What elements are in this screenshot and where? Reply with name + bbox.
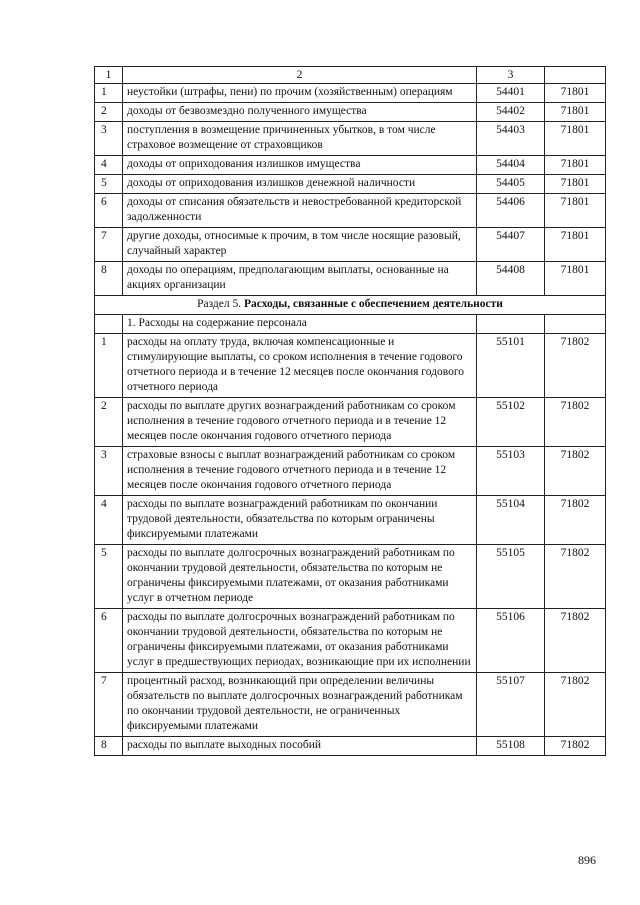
row-code: 55102: [477, 398, 545, 447]
row-code: 55105: [477, 545, 545, 609]
row-number: 1: [95, 334, 123, 398]
header-row: [95, 67, 606, 84]
row-number: 5: [95, 545, 123, 609]
row-text: доходы от оприходования излишков имущества: [123, 156, 477, 175]
row-number: 8: [95, 737, 123, 756]
table-row: [95, 496, 606, 545]
header-col-3: 3: [477, 67, 545, 84]
row-code: 54406: [477, 194, 545, 228]
empty-cell: [545, 315, 606, 334]
row-text: поступления в возмещение причиненных убытков, в том числе страховое возмещение от страховщиков: [123, 122, 477, 156]
row-code: 55108: [477, 737, 545, 756]
row-account: 71802: [545, 334, 606, 398]
row-text: другие доходы, относимые к прочим, в том числе носящие разовый, случайный характер: [123, 228, 477, 262]
row-number: 2: [95, 103, 123, 122]
row-number: 1: [95, 84, 123, 103]
row-account: 71802: [545, 673, 606, 737]
table-row: [95, 84, 606, 103]
row-number: 7: [95, 673, 123, 737]
row-number: 3: [95, 447, 123, 496]
row-account: 71801: [545, 84, 606, 103]
section-title: Расходы, связанные с обеспечением деятельности: [243, 298, 503, 310]
row-account: 71802: [545, 545, 606, 609]
row-text: расходы по выплате выходных пособий: [123, 737, 477, 756]
table-row: [95, 262, 606, 296]
empty-cell: [477, 315, 545, 334]
row-code: 54402: [477, 103, 545, 122]
table-row: [95, 156, 606, 175]
table-row: [95, 103, 606, 122]
row-text: доходы от списания обязательств и невостребованной кредиторской задолженности: [123, 194, 477, 228]
row-number: 3: [95, 122, 123, 156]
row-account: 71801: [545, 156, 606, 175]
row-number: 4: [95, 496, 123, 545]
row-number: 6: [95, 609, 123, 673]
row-text: расходы по выплате вознаграждений работникам по окончании трудовой деятельности, обязательства по которым ограничены фиксируемыми платежами: [123, 496, 477, 545]
table-row: [95, 334, 606, 398]
row-code: 54404: [477, 156, 545, 175]
page-number: 896: [578, 853, 596, 867]
row-account: 71802: [545, 737, 606, 756]
table-row: [95, 398, 606, 447]
row-text: расходы по выплате других вознаграждений работникам со сроком исполнения в течение годового отчетного периода и в течение 12 месяцев после окончания годового отчетного периода: [123, 398, 477, 447]
row-account: 71801: [545, 262, 606, 296]
row-code: 55104: [477, 496, 545, 545]
table-row: [95, 447, 606, 496]
section-row: [95, 296, 606, 315]
row-account: 71801: [545, 194, 606, 228]
row-code: 54407: [477, 228, 545, 262]
row-account: 71802: [545, 398, 606, 447]
row-number: 5: [95, 175, 123, 194]
subsection-row: [95, 315, 606, 334]
row-code: 54401: [477, 84, 545, 103]
subsection-heading: 1. Расходы на содержание персонала: [123, 315, 477, 334]
table-row: [95, 673, 606, 737]
row-account: 71801: [545, 103, 606, 122]
row-text: страховые взносы с выплат вознаграждений работникам со сроком исполнения в течение годового отчетного периода и в течение 12 месяцев после окончания годового отчетного периода: [123, 447, 477, 496]
row-number: 4: [95, 156, 123, 175]
section-prefix: Раздел 5.: [197, 298, 244, 310]
header-col-4: [545, 67, 606, 84]
row-account: 71802: [545, 496, 606, 545]
table-row: [95, 228, 606, 262]
row-number: 2: [95, 398, 123, 447]
section-heading: [95, 296, 606, 315]
row-account: 71801: [545, 175, 606, 194]
table-row: [95, 737, 606, 756]
table-row: [95, 545, 606, 609]
row-text: расходы на оплату труда, включая компенсационные и стимулирующие выплаты, со сроком исполнения в течение годового отчетного периода и в течение 12 месяцев после окончания годового отчетного периода: [123, 334, 477, 398]
row-code: 55106: [477, 609, 545, 673]
row-account: 71801: [545, 228, 606, 262]
row-code: 55103: [477, 447, 545, 496]
row-account: 71802: [545, 609, 606, 673]
table-row: [95, 609, 606, 673]
row-account: 71802: [545, 447, 606, 496]
row-code: 54405: [477, 175, 545, 194]
row-code: 55101: [477, 334, 545, 398]
row-number: 8: [95, 262, 123, 296]
row-text: расходы по выплате долгосрочных вознаграждений работникам по окончании трудовой деятельности, обязательства по которым не ограничены фиксируемыми платежами, от оказания работниками услуг в отчетном периоде: [123, 545, 477, 609]
row-text: доходы от оприходования излишков денежной наличности: [123, 175, 477, 194]
row-text: расходы по выплате долгосрочных вознаграждений работникам по окончании трудовой деятельности, обязательства по которым не ограничены фиксируемыми платежами, от оказания работниками услуг в предшествующих периодах, возникающие при их исполнении: [123, 609, 477, 673]
row-code: 54403: [477, 122, 545, 156]
table-row: [95, 194, 606, 228]
empty-cell: [95, 315, 123, 334]
header-col-1: 1: [95, 67, 123, 84]
row-text: доходы по операциям, предполагающим выплаты, основанные на акциях организации: [123, 262, 477, 296]
document-table-wrap: [94, 66, 605, 756]
row-number: 7: [95, 228, 123, 262]
row-account: 71801: [545, 122, 606, 156]
table-row: [95, 122, 606, 156]
row-number: 6: [95, 194, 123, 228]
row-text: процентный расход, возникающий при определении величины обязательств по выплате долгосрочных вознаграждений работникам по окончании трудовой деятельности, не ограниченных фиксируемыми платежами: [123, 673, 477, 737]
table-row: [95, 175, 606, 194]
row-text: неустойки (штрафы, пени) по прочим (хозяйственным) операциям: [123, 84, 477, 103]
header-col-2: 2: [123, 67, 477, 84]
row-code: 54408: [477, 262, 545, 296]
row-text: доходы от безвозмездно полученного имущества: [123, 103, 477, 122]
accounts-table: [94, 66, 606, 756]
row-code: 55107: [477, 673, 545, 737]
